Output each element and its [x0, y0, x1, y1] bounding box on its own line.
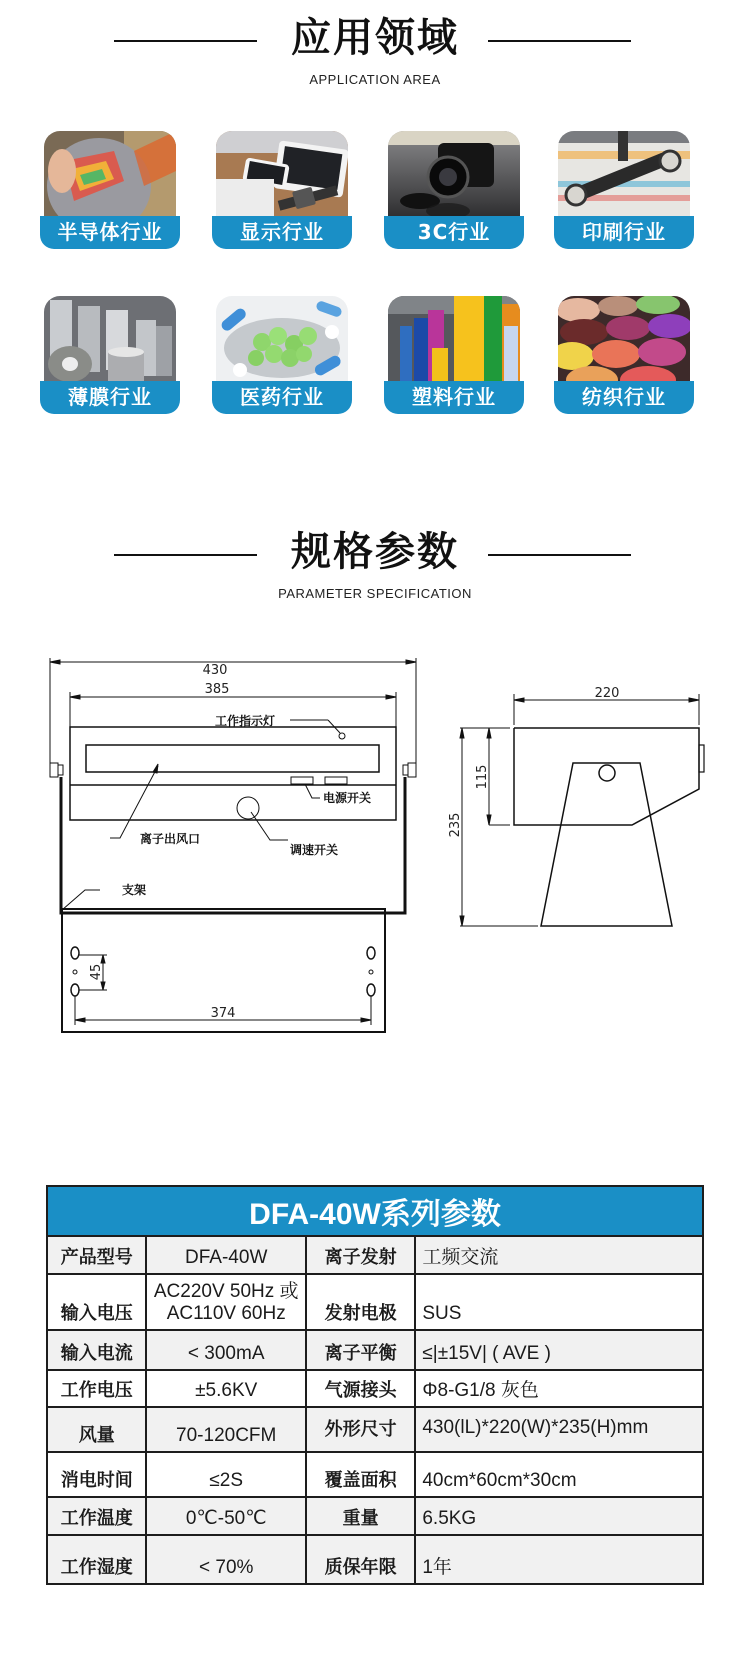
- table-row: [47, 1330, 703, 1370]
- spec-key: 输入电流: [47, 1330, 146, 1370]
- spec-value: [146, 1274, 305, 1330]
- dim-width: 220: [594, 686, 620, 701]
- spec-key: 覆盖面积: [306, 1452, 415, 1497]
- spec-key: 工作温度: [47, 1497, 146, 1535]
- industry-label: 3C行业: [384, 216, 524, 249]
- spec-value: < 300mA: [146, 1330, 305, 1370]
- industry-tile-display[interactable]: [212, 131, 352, 249]
- section-subtitle: PARAMETER SPECIFICATION: [278, 586, 472, 601]
- dim-body-height: 115: [475, 764, 490, 790]
- dim-hole-span: 374: [210, 1006, 236, 1021]
- dim-hole-spacing: 45: [89, 963, 104, 981]
- dim-inner: 385: [204, 682, 230, 697]
- display-image: [216, 131, 348, 221]
- table-row: [47, 1452, 703, 1497]
- divider-left: [114, 40, 257, 42]
- industry-tile-3c[interactable]: [384, 131, 524, 249]
- spec-key: 发射电极: [306, 1274, 415, 1330]
- spec-key: 离子平衡: [306, 1330, 415, 1370]
- table-row: [47, 1497, 703, 1535]
- spec-key: 质保年限: [306, 1535, 415, 1584]
- dim-overall: 430: [202, 663, 228, 678]
- section-subtitle: APPLICATION AREA: [309, 72, 441, 87]
- front-view-drawing: [40, 640, 420, 940]
- spec-value: ±5.6KV: [146, 1370, 305, 1407]
- spec-value: ≤2S: [146, 1452, 305, 1497]
- industry-label: 显示行业: [212, 216, 352, 249]
- camcorder-image: [388, 131, 520, 221]
- spec-key: 产品型号: [47, 1236, 146, 1274]
- industry-label: 医药行业: [212, 381, 352, 414]
- spec-table-header: [47, 1186, 703, 1236]
- spec-value: SUS: [415, 1274, 703, 1330]
- spec-value: DFA-40W: [146, 1236, 305, 1274]
- spec-value: 1年: [415, 1535, 703, 1584]
- parameter-spec-header: [0, 528, 750, 601]
- spec-value: 40cm*60cm*30cm: [415, 1452, 703, 1497]
- callout-power: 电源开关: [323, 791, 372, 805]
- table-row: [47, 1236, 703, 1274]
- divider-right: [488, 554, 631, 556]
- spec-key: 工作电压: [47, 1370, 146, 1407]
- spec-value: Φ8-G1/8 灰色: [415, 1370, 703, 1407]
- dim-total-height: 235: [448, 812, 463, 838]
- spec-key: 气源接头: [306, 1370, 415, 1407]
- spec-table: [46, 1185, 704, 1585]
- divider-left: [114, 554, 257, 556]
- table-row: [47, 1274, 703, 1330]
- spec-key: 离子发射: [306, 1236, 415, 1274]
- industry-tile-film[interactable]: [40, 296, 180, 414]
- industry-label: 塑料行业: [384, 381, 524, 414]
- industry-tile-printing[interactable]: [554, 131, 694, 249]
- industry-tile-pharma[interactable]: [212, 296, 352, 414]
- film-image: [44, 296, 176, 386]
- spec-value-line: AC220V 50Hz 或: [153, 1281, 299, 1302]
- spec-key: 外形尺寸: [306, 1407, 415, 1452]
- industry-label: 印刷行业: [554, 216, 694, 249]
- table-row: [47, 1370, 703, 1407]
- callout-stand: 支架: [122, 883, 147, 897]
- section-title: 应用领域: [291, 15, 459, 61]
- spec-value: 工频交流: [415, 1236, 703, 1274]
- divider-right: [488, 40, 631, 42]
- printing-image: [558, 131, 690, 221]
- plastics-image: [388, 296, 520, 386]
- spec-key: 重量: [306, 1497, 415, 1535]
- spec-key: 工作湿度: [47, 1535, 146, 1584]
- spec-value: 6.5KG: [415, 1497, 703, 1535]
- spec-key: 消电时间: [47, 1452, 146, 1497]
- industry-label: 纺织行业: [554, 381, 694, 414]
- semiconductor-image: [44, 131, 176, 221]
- spec-value: 70-120CFM: [146, 1407, 305, 1452]
- spec-value: < 70%: [146, 1535, 305, 1584]
- spec-value: 0℃-50℃: [146, 1497, 305, 1535]
- table-row: [47, 1407, 703, 1452]
- application-area-header: [0, 14, 750, 87]
- callout-speed: 调速开关: [290, 843, 339, 857]
- section-title: 规格参数: [291, 529, 459, 575]
- pharma-image: [216, 296, 348, 386]
- spec-table-title: DFA-40W系列参数: [47, 1186, 703, 1236]
- industry-label: 薄膜行业: [40, 381, 180, 414]
- industry-tile-textile[interactable]: [554, 296, 694, 414]
- spec-key: 输入电压: [47, 1274, 146, 1330]
- textile-image: [558, 296, 690, 386]
- spec-value-line: AC110V 60Hz: [166, 1303, 286, 1324]
- callout-outlet: 离子出风口: [140, 832, 201, 846]
- spec-key: 风量: [47, 1407, 146, 1452]
- bottom-view-drawing: [55, 900, 395, 1040]
- callout-indicator: 工作指示灯: [215, 714, 276, 728]
- side-view-drawing: [420, 680, 720, 940]
- spec-value: ≤|±15V| ( AVE ): [415, 1330, 703, 1370]
- spec-value: 430(lL)*220(W)*235(H)mm: [415, 1407, 703, 1452]
- industry-label: 半导体行业: [40, 216, 180, 249]
- table-row: [47, 1535, 703, 1584]
- industry-tile-plastics[interactable]: [384, 296, 524, 414]
- industry-tile-semiconductor[interactable]: [40, 131, 180, 249]
